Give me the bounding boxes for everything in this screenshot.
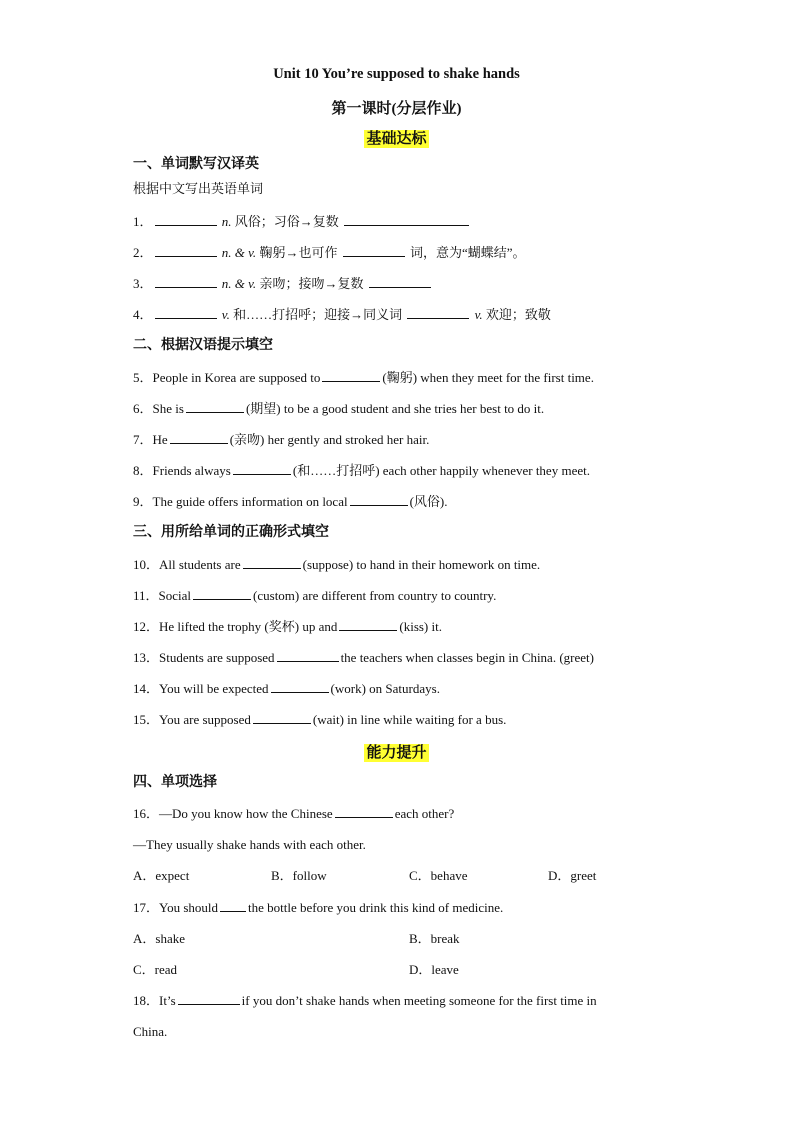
answer-blank[interactable] <box>155 213 217 226</box>
band-basic: 基础达标 <box>366 131 427 147</box>
answer-blank[interactable] <box>339 618 397 631</box>
vocab-item-1: 1． n. 风俗；习俗→复数 <box>133 213 471 231</box>
option-16-d[interactable]: D．greet <box>548 868 597 883</box>
answer-blank[interactable] <box>243 556 301 569</box>
form-item-11: 11．Social (custom) are different from country to country. <box>133 588 497 603</box>
answer-blank[interactable] <box>233 462 291 475</box>
answer-blank[interactable] <box>335 805 393 818</box>
option-17-a[interactable]: A．shake <box>133 931 185 946</box>
answer-blank[interactable] <box>220 899 246 912</box>
form-item-10: 10．All students are (suppose) to hand in their homework on time. <box>133 557 541 572</box>
form-item-14: 14．You will be expected (work) on Saturdays. <box>133 681 440 696</box>
answer-blank[interactable] <box>344 213 469 226</box>
answer-blank[interactable] <box>350 493 408 506</box>
band-advanced: 能力提升 <box>366 745 427 761</box>
fill-item-6: 6．She is (期望) to be a good student and she tries her best to do it. <box>133 401 545 416</box>
form-item-12: 12．He lifted the trophy (奖杯) up and (kiss) it. <box>133 619 442 634</box>
answer-blank[interactable] <box>343 244 405 257</box>
fill-item-8: 8．Friends always (和……打招呼) each other happily whenever they meet. <box>133 463 590 478</box>
answer-blank[interactable] <box>193 587 251 600</box>
section-heading-2: 二、根据汉语提示填空 <box>133 338 273 353</box>
answer-blank[interactable] <box>407 306 469 319</box>
question-18-continued: China. <box>133 1024 168 1039</box>
option-16-c[interactable]: C．behave <box>409 868 468 883</box>
vocab-item-4: 4． v. 和……打招呼；迎接→同义词 v. 欢迎；致敬 <box>133 307 551 322</box>
option-17-c[interactable]: C．read <box>133 962 178 977</box>
question-16: 16．—Do you know how the Chinese each other? <box>133 806 455 821</box>
form-item-13: 13．Students are supposed the teachers when classes begin in China. (greet) <box>133 650 594 665</box>
answer-blank[interactable] <box>271 680 329 693</box>
option-17-d[interactable]: D．leave <box>409 962 459 977</box>
option-16-a[interactable]: A．expect <box>133 868 190 883</box>
answer-blank[interactable] <box>277 649 339 662</box>
answer-blank[interactable] <box>170 431 228 444</box>
answer-blank[interactable] <box>155 275 217 288</box>
section-heading-1: 一、单词默写汉译英 <box>133 157 259 172</box>
section-instruction: 根据中文写出英语单词 <box>133 182 264 197</box>
answer-blank[interactable] <box>369 275 431 288</box>
answer-blank[interactable] <box>322 369 380 382</box>
question-16-reply: —They usually shake hands with each other. <box>133 837 366 852</box>
option-17-b[interactable]: B．break <box>409 931 460 946</box>
section-heading-3: 三、用所给单词的正确形式填空 <box>133 525 329 540</box>
question-17: 17．You should the bottle before you drink this kind of medicine. <box>133 900 504 915</box>
fill-item-9: 9．The guide offers information on local (风俗). <box>133 494 448 509</box>
page-subtitle: 第一课时(分层作业) <box>331 101 462 117</box>
answer-blank[interactable] <box>155 306 217 319</box>
fill-item-5: 5．People in Korea are supposed to (鞠躬) when they meet for the first time. <box>133 370 594 385</box>
answer-blank[interactable] <box>178 992 240 1005</box>
answer-blank[interactable] <box>186 400 244 413</box>
fill-item-7: 7．He (亲吻) her gently and stroked her hair. <box>133 432 430 447</box>
question-18: 18．It’s if you don’t shake hands when meeting someone for the first time in <box>133 993 597 1008</box>
vocab-item-3: 3． n. & v. 亲吻；接吻→复数 <box>133 275 433 293</box>
page-title: Unit 10 You’re supposed to shake hands <box>273 66 520 82</box>
form-item-15: 15．You are supposed (wait) in line while waiting for a bus. <box>133 712 507 727</box>
section-heading-4: 四、单项选择 <box>133 775 217 790</box>
option-16-b[interactable]: B．follow <box>271 868 327 883</box>
answer-blank[interactable] <box>155 244 217 257</box>
answer-blank[interactable] <box>253 711 311 724</box>
vocab-item-2: 2． n. & v. 鞠躬→也可作 词，意为“蝴蝶结”。 <box>133 245 526 260</box>
